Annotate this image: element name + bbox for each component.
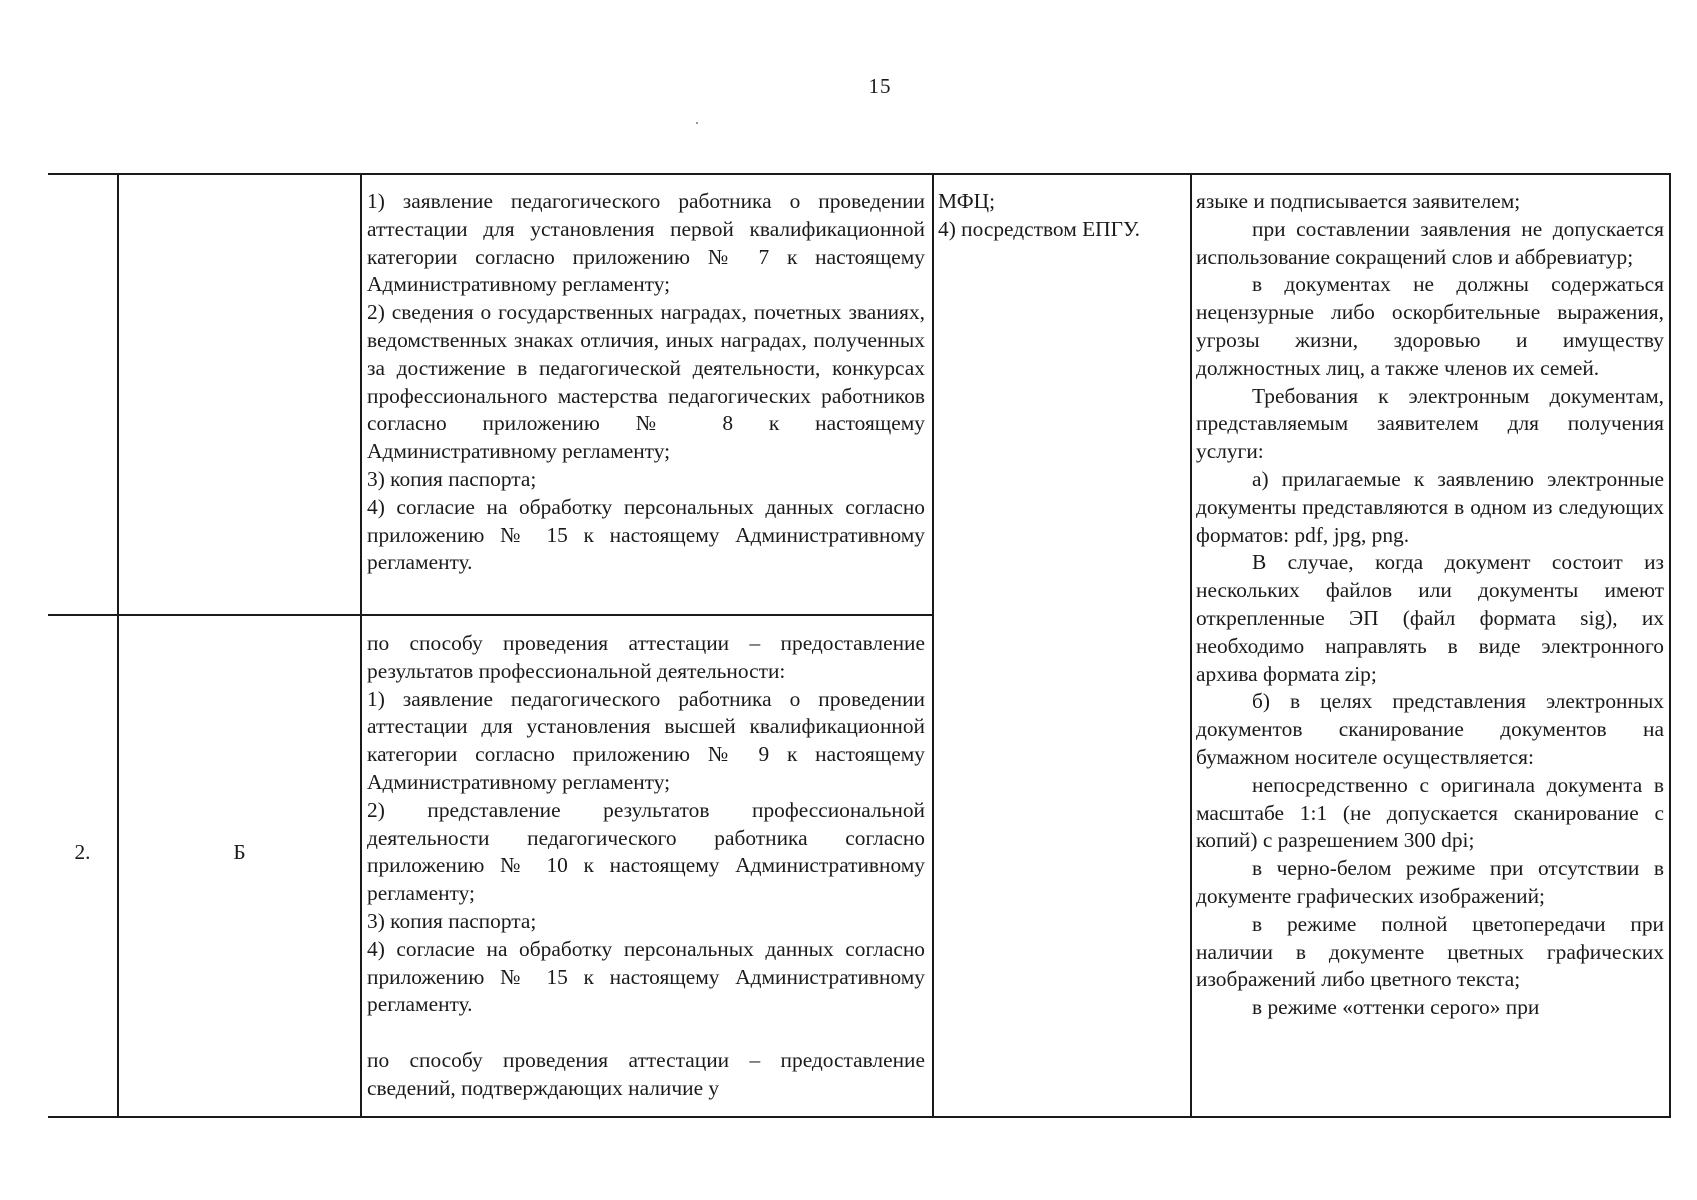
table-top-border [48,173,1671,175]
page-number: 15 [868,74,892,98]
requirement-paragraph: непосредственно с оригинала документа в масштабе 1:1 (не допускается сканирование с копий) с разрешением 300 dpi; [1196,772,1664,853]
documents-cell-first-category [367,188,925,608]
documents-cell-highest-category [367,630,925,1114]
column-border [117,173,119,1118]
column-border [1190,173,1192,1118]
document-item: 3) копия паспорта; [367,466,537,491]
requirement-paragraph: в режиме «оттенки серого» при [1252,995,1540,1020]
requirement-paragraph: б) в целях представления электронных документов сканирование документов на бумажном носителе осуществляется: [1196,689,1664,769]
row-number: 2. [74,840,91,864]
row-separator [48,614,934,616]
requirement-paragraph: в черно-белом режиме при отсутствии в документе графических изображений; [1196,856,1664,908]
document-item: 2) представление результатов профессиональной деятельности педагогического работника согласно приложению № 10 к настоящему Административному регламенту; [367,797,925,906]
document-item: 2) сведения о государственных наградах, почетных званиях, ведомственных знаках отличия, иных наградах, полученных за достижение в педагогической деятельности, конкурсах профессионального мастерства педагогических работников согласно приложению № 8 к настоящему Административному регламенту; [367,300,925,464]
table-bottom-border [48,1116,1671,1118]
column-border [360,173,362,1118]
requirement-paragraph: в документах не должны содержаться нецензурные либо оскорбительные выражения, угрозы жизни, здоровью и имуществу должностных лиц, а также членов их семей. [1196,272,1664,380]
document-item: 1) заявление педагогического работника о проведении аттестации для установления первой квалификационной категории согласно приложению № 7 к настоящему Административному регламенту; [367,189,925,297]
submission-method: 4) посредством ЕПГУ. [938,216,1140,241]
requirement-paragraph: В случае, когда документ состоит из нескольких файлов или документы имеют открепленные ЭП (файл формата sig), их необходимо направлять в виде электронного архива формата zip; [1196,550,1664,686]
column-border [1669,173,1671,1118]
requirement-paragraph: а) прилагаемые к заявлению электронные документы представляются в одном из следующих форматов: pdf, jpg, png. [1196,466,1664,547]
requirements-cell [1196,188,1664,1114]
paragraph-gap [367,1019,925,1047]
submission-method: МФЦ; [938,189,996,213]
document-item: 4) согласие на обработку персональных данных согласно приложению № 15 к настоящему Административному регламенту. [367,494,925,575]
document-item: 3) копия паспорта; [367,908,537,933]
column-border [932,173,934,1118]
requirement-paragraph: в режиме полной цветопередачи при наличии в документе цветных графических изображений либо цветного текста; [1196,911,1664,992]
requirement-paragraph: при составлении заявления не допускается использование сокращений слов и аббревиатур; [1196,216,1664,269]
documents-intro: по способу проведения аттестации – предоставление результатов профессиональной деятельности: [367,631,925,683]
submission-methods-cell [938,188,1186,308]
category-letter: Б [233,840,246,864]
document-item: 1) заявление педагогического работника о проведении аттестации для установления высшей квалификационной категории согласно приложению № 9 к настоящему Административному регламенту; [367,686,925,794]
requirement-paragraph: языке и подписывается заявителем; [1196,189,1521,213]
document-item: 4) согласие на обработку персональных данных согласно приложению № 15 к настоящему Административному регламенту. [367,936,925,1017]
documents-outro: по способу проведения аттестации – предоставление сведений, подтверждающих наличие у [367,1047,925,1100]
requirement-paragraph: Требования к электронным документам, представляемым заявителем для получения услуги: [1196,383,1664,464]
